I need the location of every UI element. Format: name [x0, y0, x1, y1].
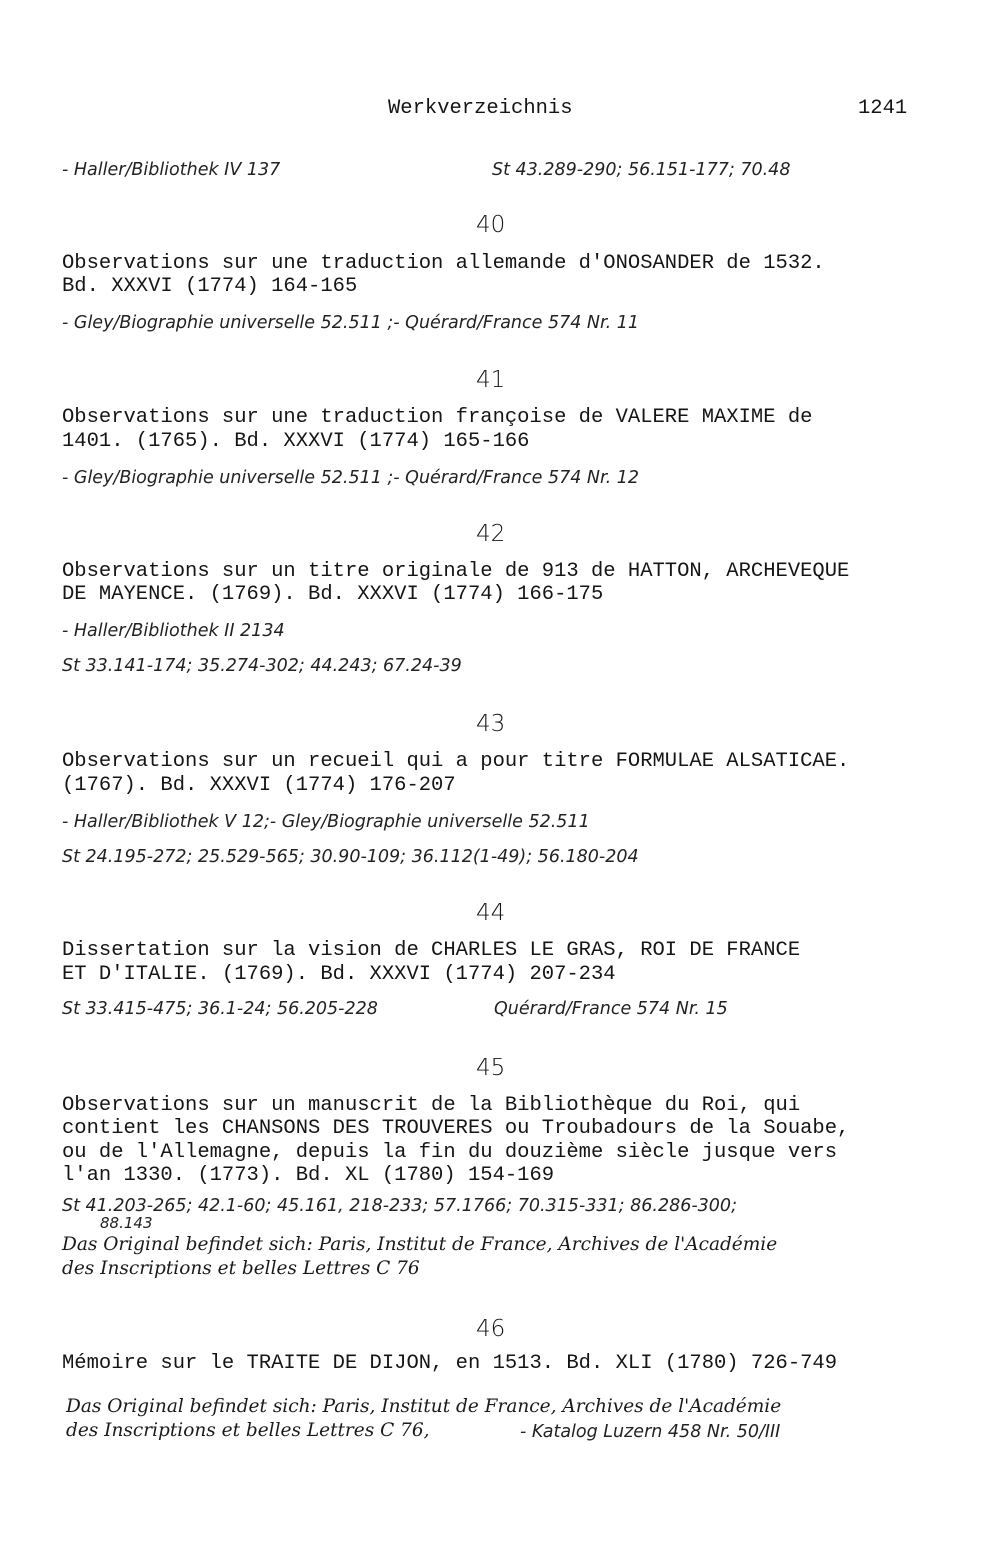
entry-title-line: (1767). Bd. XXXVI (1774) 176-207 [62, 774, 456, 797]
entry-reference: St 24.195-272; 25.529-565; 30.90-109; 36.112(1-49); 56.180-204 [62, 847, 639, 867]
entry-number: 46 [476, 1316, 506, 1342]
handwritten-note: Das Original befindet sich: Paris, Institut de France, Archives de l'Académie [62, 1234, 778, 1255]
entry-reference: - Haller/Bibliothek V 12;- Gley/Biographie universelle 52.511 [62, 812, 590, 832]
entry-reference: - Haller/Bibliothek II 2134 [62, 621, 285, 641]
entry-title-line: l'an 1330. (1773). Bd. XL (1780) 154-169 [62, 1164, 555, 1187]
entry-number: 43 [476, 711, 506, 737]
entry-reference: St 33.141-174; 35.274-302; 44.243; 67.24-39 [62, 656, 462, 676]
entry-title-line: Observations sur une traduction françoise de VALERE MAXIME de [62, 406, 813, 429]
entry-title-line: Observations sur une traduction allemande d'ONOSANDER de 1532. [62, 252, 825, 275]
entry-title-line: Observations sur un recueil qui a pour titre FORMULAE ALSATICAE. [62, 750, 850, 773]
handwritten-note: des Inscriptions et belles Lettres C 76 [62, 1258, 420, 1279]
entry-reference: - Gley/Biographie universelle 52.511 ;- Quérard/France 574 Nr. 11 [62, 313, 639, 333]
entry-number: 45 [476, 1055, 506, 1081]
entry-number: 44 [476, 900, 506, 926]
entry-reference: 88.143 [100, 1214, 153, 1232]
page-number: 1241 [858, 97, 908, 120]
entry-number: 42 [476, 521, 506, 547]
entry-title-line: Observations sur un manuscrit de la Bibliothèque du Roi, qui [62, 1094, 801, 1117]
entry-reference: St 41.203-265; 42.1-60; 45.161, 218-233; 57.1766; 70.315-331; 86.286-300; [62, 1196, 737, 1216]
entry-title-line: Bd. XXXVI (1774) 164-165 [62, 275, 358, 298]
entry-title-line: Dissertation sur la vision de CHARLES LE GRAS, ROI DE FRANCE [62, 939, 801, 962]
handwritten-note: Das Original befindet sich: Paris, Institut de France, Archives de l'Académie [66, 1396, 782, 1417]
entry-reference: Quérard/France 574 Nr. 15 [494, 999, 728, 1019]
entry-title-line: contient les CHANSONS DES TROUVERES ou Troubadours de la Souabe, [62, 1117, 850, 1140]
entry-reference: - Gley/Biographie universelle 52.511 ;- Quérard/France 574 Nr. 12 [62, 468, 639, 488]
entry-number: 41 [476, 367, 506, 393]
entry-title-line: 1401. (1765). Bd. XXXVI (1774) 165-166 [62, 430, 530, 453]
entry-title-line: Mémoire sur le TRAITE DE DIJON, en 1513. Bd. XLI (1780) 726-749 [62, 1352, 838, 1375]
entry-number: 40 [476, 212, 506, 238]
entry-reference: St 33.415-475; 36.1-24; 56.205-228 [62, 999, 378, 1019]
entry-reference: - Katalog Luzern 458 Nr. 50/III [520, 1422, 781, 1442]
entry-title-line: ET D'ITALIE. (1769). Bd. XXXVI (1774) 207-234 [62, 963, 616, 986]
handwritten-note: des Inscriptions et belles Lettres C 76, [66, 1420, 430, 1441]
top-ref-left: - Haller/Bibliothek IV 137 [62, 160, 281, 180]
entry-title-line: ou de l'Allemagne, depuis la fin du douzième siècle jusque vers [62, 1141, 838, 1164]
entry-title-line: Observations sur un titre originale de 913 de HATTON, ARCHEVEQUE [62, 560, 850, 583]
top-ref-right: St 43.289-290; 56.151-177; 70.48 [492, 160, 791, 180]
running-header: Werkverzeichnis [388, 97, 573, 120]
entry-title-line: DE MAYENCE. (1769). Bd. XXXVI (1774) 166-175 [62, 583, 604, 606]
